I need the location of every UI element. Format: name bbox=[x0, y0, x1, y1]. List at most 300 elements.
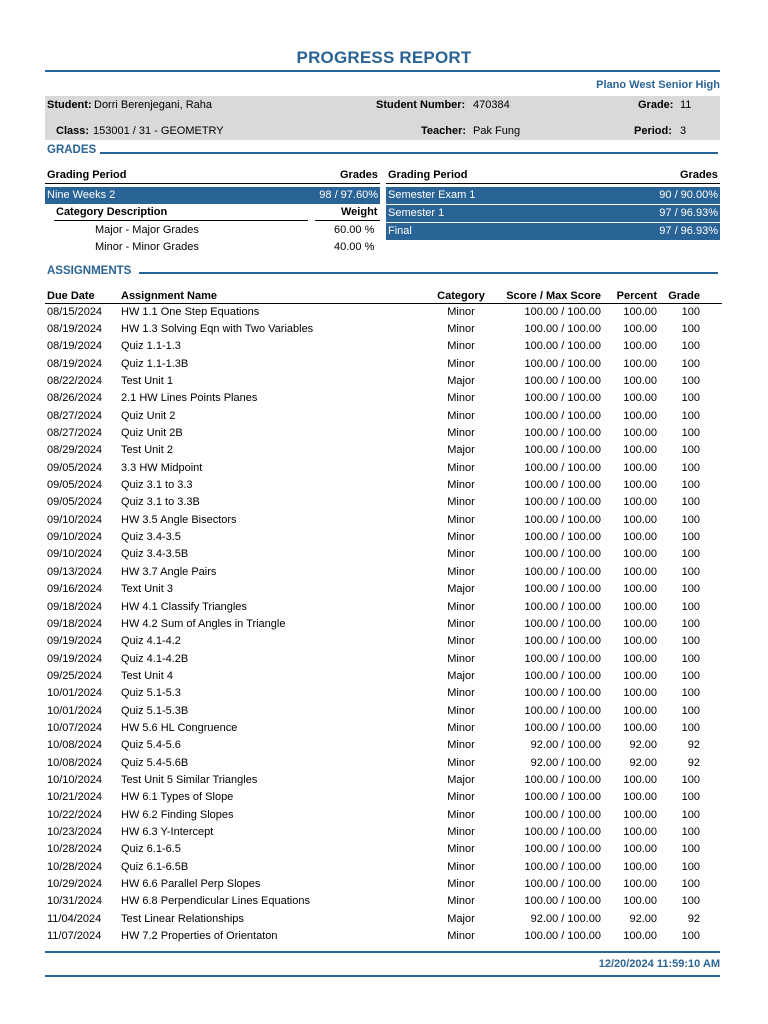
assignment-percent: 100.00 bbox=[623, 461, 657, 474]
assignment-assignment-name: Text Unit 3 bbox=[121, 583, 173, 596]
grading-period-row bbox=[45, 187, 380, 204]
semester-row bbox=[386, 205, 720, 222]
assignment-percent: 100.00 bbox=[623, 392, 657, 405]
assignment-assignment-name: HW 6.2 Finding Slopes bbox=[121, 808, 234, 821]
assignment-category: Minor bbox=[447, 825, 475, 838]
assignment-row bbox=[45, 754, 722, 771]
student-info-row-1 bbox=[45, 96, 720, 114]
assignment-category: Minor bbox=[447, 496, 475, 509]
header-due-date: Due Date bbox=[45, 287, 119, 303]
assignment-grade: 100 bbox=[681, 669, 700, 682]
category-minor-desc: Minor - Minor Grades bbox=[95, 241, 199, 253]
assignment-grade: 100 bbox=[681, 409, 700, 422]
assignment-percent: 100.00 bbox=[623, 635, 657, 648]
grade-level: 11 bbox=[680, 99, 692, 111]
assignment-due-date: 08/19/2024 bbox=[47, 323, 103, 336]
assignment-grade: 100 bbox=[681, 531, 700, 544]
assignment-due-date: 08/19/2024 bbox=[47, 340, 103, 353]
assignment-assignment-name: HW 7.2 Properties of Orientaton bbox=[121, 930, 278, 943]
assignment-assignment-name: Test Unit 5 Similar Triangles bbox=[121, 773, 258, 786]
assignment-category: Minor bbox=[447, 461, 475, 474]
assignment-score: 100.00 / 100.00 bbox=[524, 791, 601, 804]
assignment-due-date: 09/13/2024 bbox=[47, 565, 103, 578]
assignment-due-date: 08/29/2024 bbox=[47, 444, 103, 457]
assignments-section-label: ASSIGNMENTS bbox=[47, 265, 132, 277]
assignment-due-date: 10/01/2024 bbox=[47, 687, 103, 700]
final-name: Final bbox=[388, 225, 412, 237]
right-grades-header: Grades bbox=[680, 169, 718, 181]
grading-period-grade: 98 / 97.60% bbox=[319, 189, 378, 201]
assignment-row bbox=[45, 303, 722, 320]
assignment-score: 100.00 / 100.00 bbox=[524, 583, 601, 596]
assignment-due-date: 09/18/2024 bbox=[47, 617, 103, 630]
assignment-due-date: 10/23/2024 bbox=[47, 825, 103, 838]
assignment-assignment-name: HW 6.1 Types of Slope bbox=[121, 791, 234, 804]
assignment-score: 100.00 / 100.00 bbox=[524, 565, 601, 578]
assignment-percent: 100.00 bbox=[623, 409, 657, 422]
assignment-grade: 100 bbox=[681, 930, 700, 943]
assignment-due-date: 09/10/2024 bbox=[47, 548, 103, 561]
assignment-row bbox=[45, 719, 722, 736]
assignment-row bbox=[45, 581, 722, 598]
assignment-assignment-name: Test Linear Relationships bbox=[121, 912, 244, 925]
assignment-score: 100.00 / 100.00 bbox=[524, 513, 601, 526]
assignment-score: 100.00 / 100.00 bbox=[524, 357, 601, 370]
assignment-due-date: 09/05/2024 bbox=[47, 479, 103, 492]
assignment-grade: 100 bbox=[681, 305, 700, 318]
assignment-grade: 100 bbox=[681, 479, 700, 492]
header-percent: Percent bbox=[605, 287, 663, 303]
assignment-percent: 100.00 bbox=[623, 825, 657, 838]
assignment-category: Minor bbox=[447, 721, 475, 734]
assignment-assignment-name: 3.3 HW Midpoint bbox=[121, 461, 203, 474]
assignments-header-row bbox=[45, 287, 722, 303]
assignment-grade: 100 bbox=[681, 878, 700, 891]
assignment-score: 100.00 / 100.00 bbox=[524, 635, 601, 648]
assignments-table bbox=[45, 287, 722, 945]
assignment-row bbox=[45, 910, 722, 927]
assignment-category: Minor bbox=[447, 878, 475, 891]
assignment-score: 100.00 / 100.00 bbox=[524, 409, 601, 422]
assignment-grade: 100 bbox=[681, 808, 700, 821]
period-number: 3 bbox=[680, 125, 687, 137]
assignment-percent: 100.00 bbox=[623, 513, 657, 526]
assignment-category: Minor bbox=[447, 323, 475, 336]
assignment-assignment-name: Quiz 5.1-5.3 bbox=[121, 687, 181, 700]
assignment-score: 100.00 / 100.00 bbox=[524, 895, 601, 908]
assignment-percent: 100.00 bbox=[623, 305, 657, 318]
assignment-percent: 100.00 bbox=[623, 652, 657, 665]
assignment-assignment-name: Quiz Unit 2 bbox=[121, 409, 176, 422]
assignment-assignment-name: HW 5.6 HL Congruence bbox=[121, 721, 238, 734]
assignment-score: 100.00 / 100.00 bbox=[524, 878, 601, 891]
assignment-row bbox=[45, 320, 722, 337]
assignment-row bbox=[45, 372, 722, 389]
assignment-row bbox=[45, 615, 722, 632]
student-number-label: Student Number: bbox=[376, 99, 466, 111]
assignment-assignment-name: HW 3.7 Angle Pairs bbox=[121, 565, 217, 578]
assignment-row bbox=[45, 875, 722, 892]
assignment-category: Major bbox=[447, 583, 475, 596]
assignment-row bbox=[45, 338, 722, 355]
assignment-due-date: 08/19/2024 bbox=[47, 357, 103, 370]
assignment-grade: 100 bbox=[681, 340, 700, 353]
assignment-category: Minor bbox=[447, 704, 475, 717]
assignment-percent: 100.00 bbox=[623, 860, 657, 873]
assignment-assignment-name: Test Unit 1 bbox=[121, 375, 173, 388]
assignment-percent: 100.00 bbox=[623, 600, 657, 613]
assignment-row bbox=[45, 789, 722, 806]
assignment-category: Minor bbox=[447, 357, 475, 370]
assignment-grade: 100 bbox=[681, 357, 700, 370]
assignment-score: 100.00 / 100.00 bbox=[524, 652, 601, 665]
assignment-assignment-name: Quiz 6.1-6.5B bbox=[121, 860, 189, 873]
assignment-category: Minor bbox=[447, 565, 475, 578]
assignment-due-date: 09/10/2024 bbox=[47, 513, 103, 526]
assignment-assignment-name: Quiz 5.4-5.6B bbox=[121, 756, 189, 769]
class-label: Class: bbox=[56, 125, 90, 137]
assignment-score: 100.00 / 100.00 bbox=[524, 548, 601, 561]
assignment-percent: 100.00 bbox=[623, 357, 657, 370]
assignment-grade: 100 bbox=[681, 721, 700, 734]
assignment-due-date: 10/21/2024 bbox=[47, 791, 103, 804]
assignment-score: 100.00 / 100.00 bbox=[524, 687, 601, 700]
assignment-row bbox=[45, 390, 722, 407]
assignment-grade: 100 bbox=[681, 496, 700, 509]
assignment-category: Minor bbox=[447, 513, 475, 526]
student-name: Dorri Berenjegani, Raha bbox=[94, 99, 213, 111]
assignment-category: Minor bbox=[447, 340, 475, 353]
assignment-due-date: 10/08/2024 bbox=[47, 756, 103, 769]
assignment-percent: 92.00 bbox=[629, 756, 657, 769]
assignment-assignment-name: Quiz 5.1-5.3B bbox=[121, 704, 189, 717]
teacher-name: Pak Fung bbox=[473, 125, 521, 137]
assignment-assignment-name: HW 6.6 Parallel Perp Slopes bbox=[121, 878, 261, 891]
assignment-grade: 100 bbox=[681, 843, 700, 856]
class-name: 153001 / 31 - GEOMETRY bbox=[93, 125, 224, 137]
assignment-score: 100.00 / 100.00 bbox=[524, 704, 601, 717]
assignment-score: 100.00 / 100.00 bbox=[524, 305, 601, 318]
assignment-score: 92.00 / 100.00 bbox=[530, 756, 601, 769]
assignment-grade: 100 bbox=[681, 635, 700, 648]
category-weight-header: Weight bbox=[341, 206, 378, 218]
assignment-score: 100.00 / 100.00 bbox=[524, 496, 601, 509]
assignment-score: 100.00 / 100.00 bbox=[524, 600, 601, 613]
assignment-category: Minor bbox=[447, 548, 475, 561]
assignment-assignment-name: HW 6.8 Perpendicular Lines Equations bbox=[121, 895, 310, 908]
assignment-percent: 100.00 bbox=[623, 583, 657, 596]
student-label: Student: bbox=[47, 99, 92, 111]
assignment-due-date: 09/25/2024 bbox=[47, 669, 103, 682]
assignment-due-date: 09/10/2024 bbox=[47, 531, 103, 544]
category-desc-underline bbox=[54, 220, 308, 221]
final-grade: 97 / 96.93% bbox=[659, 225, 718, 237]
assignment-percent: 100.00 bbox=[623, 878, 657, 891]
period-label: Period: bbox=[634, 125, 672, 137]
student-number: 470384 bbox=[473, 99, 510, 111]
assignment-category: Major bbox=[447, 375, 475, 388]
assignment-category: Major bbox=[447, 444, 475, 457]
assignment-row bbox=[45, 528, 722, 545]
assignment-percent: 100.00 bbox=[623, 895, 657, 908]
grade-level-label: Grade: bbox=[638, 99, 674, 111]
assignment-due-date: 08/26/2024 bbox=[47, 392, 103, 405]
assignment-score: 100.00 / 100.00 bbox=[524, 340, 601, 353]
report-timestamp: 12/20/2024 11:59:10 AM bbox=[598, 958, 720, 970]
assignment-due-date: 08/22/2024 bbox=[47, 375, 103, 388]
assignment-score: 100.00 / 100.00 bbox=[524, 427, 601, 440]
assignment-percent: 100.00 bbox=[623, 930, 657, 943]
assignment-category: Minor bbox=[447, 687, 475, 700]
student-info-box bbox=[45, 96, 720, 140]
left-grading-period-header: Grading Period bbox=[47, 169, 127, 181]
assignment-score: 100.00 / 100.00 bbox=[524, 323, 601, 336]
assignment-score: 100.00 / 100.00 bbox=[524, 375, 601, 388]
assignment-row bbox=[45, 702, 722, 719]
semester-grade: 97 / 96.93% bbox=[659, 207, 718, 219]
assignment-category: Minor bbox=[447, 479, 475, 492]
assignment-category: Minor bbox=[447, 739, 475, 752]
assignment-row bbox=[45, 841, 722, 858]
left-grades-header: Grades bbox=[340, 169, 378, 181]
assignment-score: 100.00 / 100.00 bbox=[524, 531, 601, 544]
assignment-percent: 100.00 bbox=[623, 565, 657, 578]
grades-section-label: GRADES bbox=[47, 144, 97, 156]
assignment-percent: 100.00 bbox=[623, 669, 657, 682]
assignment-percent: 100.00 bbox=[623, 323, 657, 336]
assignment-grade: 92 bbox=[687, 912, 700, 925]
assignment-row bbox=[45, 598, 722, 615]
assignment-row bbox=[45, 546, 722, 563]
grades-section-line bbox=[100, 152, 718, 154]
assignment-row bbox=[45, 737, 722, 754]
assignment-category: Major bbox=[447, 912, 475, 925]
assignment-grade: 100 bbox=[681, 375, 700, 388]
assignment-grade: 92 bbox=[687, 739, 700, 752]
report-title: PROGRESS REPORT bbox=[296, 48, 472, 67]
assignment-category: Minor bbox=[447, 756, 475, 769]
assignment-percent: 100.00 bbox=[623, 496, 657, 509]
assignment-assignment-name: Quiz 5.4-5.6 bbox=[121, 739, 181, 752]
school-name: Plano West Senior High bbox=[596, 79, 720, 91]
assignment-grade: 100 bbox=[681, 617, 700, 630]
assignment-score: 100.00 / 100.00 bbox=[524, 773, 601, 786]
assignment-grade: 100 bbox=[681, 791, 700, 804]
footer-divider-top bbox=[45, 951, 720, 953]
assignment-score: 100.00 / 100.00 bbox=[524, 669, 601, 682]
assignment-percent: 100.00 bbox=[623, 773, 657, 786]
final-row bbox=[386, 223, 720, 240]
assignment-row bbox=[45, 442, 722, 459]
semester-exam-row bbox=[386, 187, 720, 204]
assignment-row bbox=[45, 424, 722, 441]
assignment-assignment-name: HW 4.1 Classify Triangles bbox=[121, 600, 247, 613]
assignment-row bbox=[45, 563, 722, 580]
footer-divider-bottom bbox=[45, 975, 720, 977]
assignment-percent: 100.00 bbox=[623, 617, 657, 630]
assignment-row bbox=[45, 806, 722, 823]
left-header-underline bbox=[45, 183, 380, 184]
assignment-row bbox=[45, 771, 722, 788]
assignment-grade: 100 bbox=[681, 773, 700, 786]
assignment-assignment-name: Quiz 6.1-6.5 bbox=[121, 843, 181, 856]
assignment-grade: 100 bbox=[681, 392, 700, 405]
assignment-due-date: 08/15/2024 bbox=[47, 305, 103, 318]
assignment-category: Minor bbox=[447, 600, 475, 613]
assignment-assignment-name: Quiz Unit 2B bbox=[121, 427, 183, 440]
assignment-score: 100.00 / 100.00 bbox=[524, 930, 601, 943]
assignment-category: Minor bbox=[447, 652, 475, 665]
assignment-row bbox=[45, 494, 722, 511]
assignment-assignment-name: Quiz 4.1-4.2 bbox=[121, 635, 181, 648]
assignment-assignment-name: Quiz 3.1 to 3.3 bbox=[121, 479, 193, 492]
assignment-category: Major bbox=[447, 773, 475, 786]
assignment-assignment-name: HW 1.1 One Step Equations bbox=[121, 305, 260, 318]
assignment-row bbox=[45, 650, 722, 667]
header-score: Score / Max Score bbox=[501, 287, 605, 303]
assignment-percent: 100.00 bbox=[623, 687, 657, 700]
assignment-percent: 100.00 bbox=[623, 548, 657, 561]
header-grade: Grade bbox=[663, 287, 722, 303]
assignment-due-date: 10/22/2024 bbox=[47, 808, 103, 821]
assignment-assignment-name: 2.1 HW Lines Points Planes bbox=[121, 392, 258, 405]
assignment-score: 100.00 / 100.00 bbox=[524, 617, 601, 630]
assignment-grade: 100 bbox=[681, 444, 700, 457]
assignment-grade: 100 bbox=[681, 548, 700, 561]
assignment-score: 100.00 / 100.00 bbox=[524, 461, 601, 474]
assignment-due-date: 08/27/2024 bbox=[47, 427, 103, 440]
assignment-score: 92.00 / 100.00 bbox=[530, 912, 601, 925]
assignment-percent: 92.00 bbox=[629, 912, 657, 925]
assignment-assignment-name: HW 1.3 Solving Eqn with Two Variables bbox=[121, 323, 314, 336]
assignment-due-date: 10/07/2024 bbox=[47, 721, 103, 734]
category-minor-weight: 40.00 % bbox=[334, 241, 375, 253]
assignment-percent: 92.00 bbox=[629, 739, 657, 752]
assignment-due-date: 09/05/2024 bbox=[47, 496, 103, 509]
assignment-category: Minor bbox=[447, 617, 475, 630]
assignment-category: Minor bbox=[447, 635, 475, 648]
assignment-category: Minor bbox=[447, 392, 475, 405]
assignment-due-date: 09/16/2024 bbox=[47, 583, 103, 596]
assignment-category: Minor bbox=[447, 808, 475, 821]
assignment-due-date: 10/10/2024 bbox=[47, 773, 103, 786]
assignment-row bbox=[45, 858, 722, 875]
assignment-assignment-name: Quiz 3.4-3.5B bbox=[121, 548, 189, 561]
category-weight-underline bbox=[315, 220, 380, 221]
assignment-row bbox=[45, 893, 722, 910]
category-major-desc: Major - Major Grades bbox=[95, 224, 199, 236]
assignment-grade: 100 bbox=[681, 895, 700, 908]
assignment-due-date: 09/19/2024 bbox=[47, 635, 103, 648]
assignment-percent: 100.00 bbox=[623, 531, 657, 544]
right-header-underline bbox=[386, 183, 720, 184]
assignment-grade: 100 bbox=[681, 860, 700, 873]
assignment-row bbox=[45, 667, 722, 684]
assignments-body bbox=[45, 303, 722, 945]
assignment-grade: 100 bbox=[681, 704, 700, 717]
assignments-section-line bbox=[139, 272, 718, 274]
assignment-row bbox=[45, 355, 722, 372]
assignment-score: 100.00 / 100.00 bbox=[524, 860, 601, 873]
assignment-assignment-name: HW 3.5 Angle Bisectors bbox=[121, 513, 237, 526]
category-major-weight: 60.00 % bbox=[334, 224, 375, 236]
semester-exam-name: Semester Exam 1 bbox=[388, 189, 476, 201]
assignment-due-date: 10/08/2024 bbox=[47, 739, 103, 752]
assignment-assignment-name: HW 4.2 Sum of Angles in Triangle bbox=[121, 617, 286, 630]
assignment-grade: 100 bbox=[681, 323, 700, 336]
assignment-category: Minor bbox=[447, 930, 475, 943]
assignment-due-date: 09/19/2024 bbox=[47, 652, 103, 665]
assignment-category: Minor bbox=[447, 409, 475, 422]
assignment-row bbox=[45, 476, 722, 493]
title-divider bbox=[45, 70, 720, 72]
assignment-due-date: 10/01/2024 bbox=[47, 704, 103, 717]
assignment-percent: 100.00 bbox=[623, 479, 657, 492]
assignment-category: Minor bbox=[447, 860, 475, 873]
student-info-row-2 bbox=[45, 122, 720, 140]
right-grading-period-header: Grading Period bbox=[388, 169, 468, 181]
semester-name: Semester 1 bbox=[388, 207, 445, 219]
assignment-score: 100.00 / 100.00 bbox=[524, 825, 601, 838]
assignment-assignment-name: Quiz 3.4-3.5 bbox=[121, 531, 181, 544]
assignment-score: 100.00 / 100.00 bbox=[524, 392, 601, 405]
assignment-due-date: 10/31/2024 bbox=[47, 895, 103, 908]
assignment-score: 100.00 / 100.00 bbox=[524, 808, 601, 821]
assignment-category: Minor bbox=[447, 895, 475, 908]
grading-period-name: Nine Weeks 2 bbox=[47, 189, 116, 201]
assignment-category: Minor bbox=[447, 305, 475, 318]
assignment-grade: 100 bbox=[681, 825, 700, 838]
assignment-due-date: 10/28/2024 bbox=[47, 843, 103, 856]
assignment-category: Minor bbox=[447, 791, 475, 804]
assignment-assignment-name: Test Unit 4 bbox=[121, 669, 173, 682]
assignment-score: 100.00 / 100.00 bbox=[524, 444, 601, 457]
semester-exam-grade: 90 / 90.00% bbox=[659, 189, 718, 201]
assignment-percent: 100.00 bbox=[623, 704, 657, 717]
assignment-score: 100.00 / 100.00 bbox=[524, 721, 601, 734]
assignment-grade: 100 bbox=[681, 565, 700, 578]
assignment-grade: 100 bbox=[681, 600, 700, 613]
assignment-assignment-name: Test Unit 2 bbox=[121, 444, 173, 457]
assignment-category: Major bbox=[447, 669, 475, 682]
assignment-score: 100.00 / 100.00 bbox=[524, 843, 601, 856]
assignment-grade: 100 bbox=[681, 513, 700, 526]
assignment-due-date: 11/04/2024 bbox=[47, 912, 102, 925]
assignment-row bbox=[45, 511, 722, 528]
assignment-assignment-name: Quiz 1.1-1.3 bbox=[121, 340, 181, 353]
assignment-row bbox=[45, 823, 722, 840]
assignment-grade: 100 bbox=[681, 687, 700, 700]
assignment-category: Minor bbox=[447, 427, 475, 440]
assignment-assignment-name: Quiz 3.1 to 3.3B bbox=[121, 496, 200, 509]
assignment-score: 92.00 / 100.00 bbox=[530, 739, 601, 752]
assignment-percent: 100.00 bbox=[623, 444, 657, 457]
assignment-score: 100.00 / 100.00 bbox=[524, 479, 601, 492]
assignment-row bbox=[45, 407, 722, 424]
assignment-grade: 100 bbox=[681, 427, 700, 440]
assignment-percent: 100.00 bbox=[623, 791, 657, 804]
teacher-label: Teacher: bbox=[421, 125, 467, 137]
assignment-due-date: 10/28/2024 bbox=[47, 860, 103, 873]
assignment-grade: 100 bbox=[681, 583, 700, 596]
assignment-row bbox=[45, 633, 722, 650]
assignment-row bbox=[45, 459, 722, 476]
assignment-due-date: 09/18/2024 bbox=[47, 600, 103, 613]
assignment-due-date: 08/27/2024 bbox=[47, 409, 103, 422]
assignment-due-date: 09/05/2024 bbox=[47, 461, 103, 474]
assignment-row bbox=[45, 927, 722, 944]
header-category: Category bbox=[419, 287, 501, 303]
